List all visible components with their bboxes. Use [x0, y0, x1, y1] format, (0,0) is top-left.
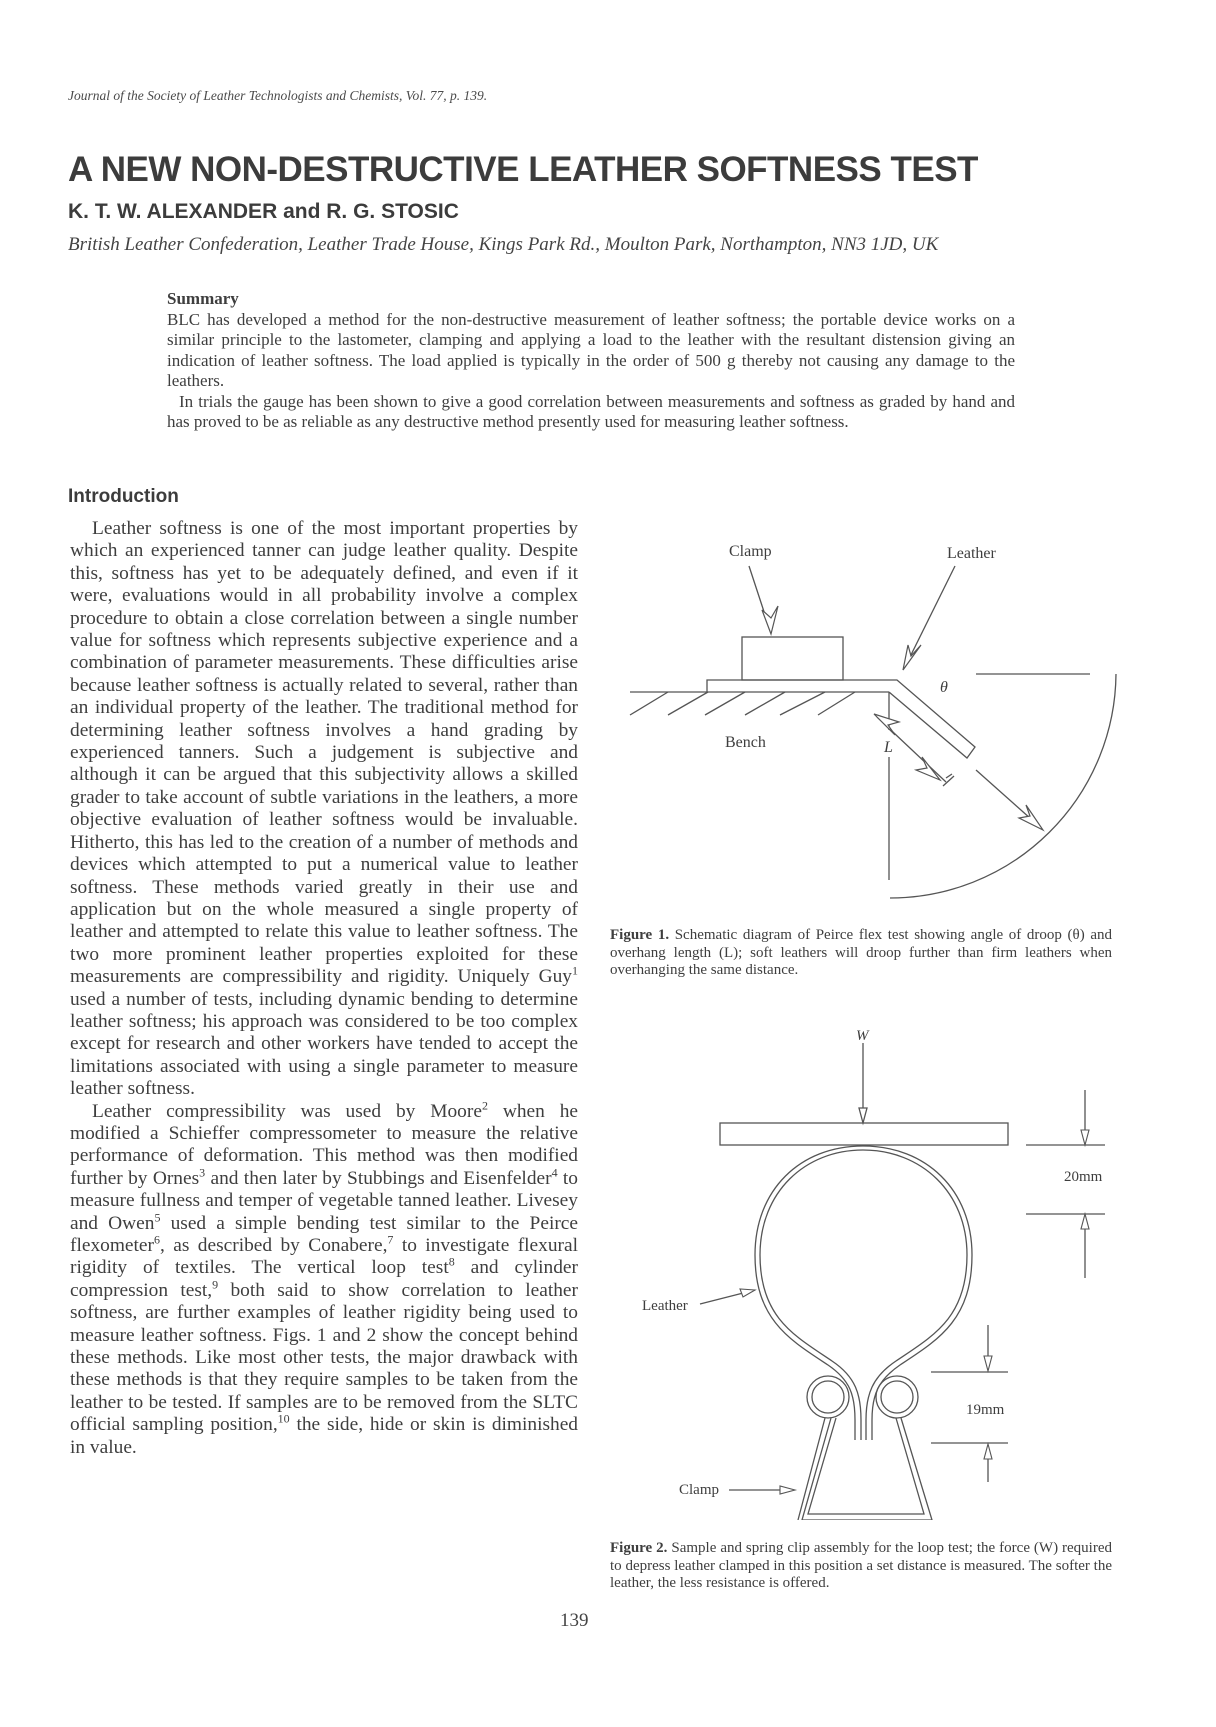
peirce-flex-test-diagram	[610, 520, 1130, 900]
caption-label: Figure 1.	[610, 927, 670, 943]
text-run: and then later by Stubbings and Eisenfelder	[205, 1167, 552, 1189]
length-label: L	[884, 739, 893, 756]
figure-1-caption	[610, 927, 1112, 980]
reference-marker: 7	[387, 1232, 394, 1247]
leather-label: Leather	[947, 545, 996, 562]
caption-label: Figure 2.	[610, 1540, 668, 1556]
text-run: used a simple bending test similar to the Peirce flexometer	[70, 1212, 578, 1256]
summary-paragraph: In trials the gauge has been shown to give a good correlation between measurements and softness as graded by hand and has proved to be as reliable as any destructive method presently used for measuring leather softness.	[167, 391, 1015, 431]
text-run: to investigate flexural rigidity of textiles. The vertical loop test	[70, 1235, 578, 1279]
caption-text: Sample and spring clip assembly for the loop test; the force (W) required to depress leather clamped in this position a set distance is measured. The softer the leather, the less resistance is offered.	[610, 1540, 1112, 1591]
figure-2-caption	[610, 1540, 1112, 1593]
text-run: , as described by Conabere,	[159, 1235, 388, 1256]
summary-heading: Summary	[167, 289, 239, 308]
weight-label: W	[856, 1028, 869, 1044]
theta-label: θ	[940, 679, 948, 696]
reference-marker: 6	[153, 1232, 160, 1247]
reference-marker: 5	[154, 1210, 161, 1225]
reference-marker: 2	[481, 1098, 488, 1113]
reference-marker: 10	[277, 1411, 290, 1426]
article-authors: K. T. W. ALEXANDER and R. G. STOSIC	[68, 200, 459, 223]
introduction-heading: Introduction	[68, 486, 179, 507]
reference-marker: 9	[212, 1277, 219, 1292]
clamp-label: Clamp	[679, 1482, 719, 1498]
text-run: used a number of tests, including dynamic bending to determine leather softness; his approach was considered to be too complex except for research and other workers have tended to accept the limitations associated with using a single parameter to measure leather softness.	[70, 988, 578, 1100]
journal-citation: Journal of the Society of Leather Technologists and Chemists, Vol. 77, p. 139.	[68, 88, 488, 103]
dimension-19mm-label: 19mm	[966, 1402, 1005, 1418]
introduction-body	[70, 518, 578, 1459]
text-run: to measure fullness and temper of vegetable tanned leather. Livesey and Owen	[70, 1167, 578, 1234]
text-run: when he modified a Schieffer compressometer to measure the relative performance of deformation. This method was then modified further by Ornes	[70, 1100, 578, 1189]
leather-label: Leather	[642, 1298, 688, 1314]
caption-text: Schematic diagram of Peirce flex test showing angle of droop (θ) and overhang length (L); soft leathers will droop further than firm leathers when overhanging the same distance.	[610, 927, 1112, 978]
text-run: both said to show correlation to leather softness, are further examples of leather rigidity being used to measure leather softness. Figs. 1 and 2 show the concept behind these methods. Like most other tests, the major drawback with these methods is that they require samples to be taken from the leather to be tested. If samples are to be removed from the SLTC official sampling position,	[70, 1279, 578, 1436]
article-title: A NEW NON-DESTRUCTIVE LEATHER SOFTNESS TEST	[68, 150, 978, 189]
reference-marker: 8	[448, 1254, 455, 1269]
text-run: and cylinder compression test,	[70, 1257, 578, 1301]
author-affiliation: British Leather Confederation, Leather Trade House, Kings Park Rd., Moulton Park, Northampton, NN3 1JD, UK	[68, 234, 939, 255]
clamp-label: Clamp	[729, 543, 772, 560]
figure-1	[610, 520, 1130, 905]
bench-label: Bench	[725, 734, 766, 751]
figure-2	[610, 1010, 1130, 1525]
summary-section	[167, 289, 1015, 433]
page-number: 139	[560, 1610, 589, 1631]
loop-test-diagram	[610, 1010, 1130, 1520]
text-run: Leather softness is one of the most important properties by which an experienced tanner can judge leather quality. Despite this, softness has yet to be adequately defined, and even if it were, evaluations would in all probability involve a complex procedure to obtain a close correlation between a single number value for softness which represents subjective experience and a combination of parameter measurements. These difficulties arise because leather softness is actually related to several, rather than an individual property of the leather. The traditional method for determining leather softness involves a hand grading by experienced tanners. Such a judgement is subjective and although it can be argued that this subjectivity allows a skilled grader to take account of subtle variations in the leathers, a more objective evaluation of leather softness would be invaluable. Hitherto, this has led to the creation of a number of methods and devices which attempted to put a numerical value to leather softness. These methods varied greatly in their use and application but on the whole measured a single property of leather and attempted to relate this value to leather softness. The two more prominent leather properties exploited for these measurements are compressibility and rigidity. Uniquely Guy	[70, 518, 578, 988]
body-paragraph	[70, 1098, 578, 1460]
text-run: Leather compressibility was used by Moore	[92, 1100, 482, 1122]
summary-paragraph: BLC has developed a method for the non-destructive measurement of leather softness; the portable device works on a similar principle to the lastometer, clamping and applying a load to the leather with the resultant distension giving an indication of leather softness. The load applied is typically in the order of 500 g thereby not causing any damage to the leathers.	[167, 309, 1015, 390]
body-paragraph	[70, 518, 578, 1101]
reference-marker: 1	[572, 963, 578, 978]
reference-marker: 3	[199, 1165, 206, 1180]
dimension-20mm-label: 20mm	[1064, 1169, 1103, 1185]
text-run: the side, hide or skin is diminished in value.	[70, 1414, 578, 1458]
reference-marker: 4	[551, 1165, 558, 1180]
